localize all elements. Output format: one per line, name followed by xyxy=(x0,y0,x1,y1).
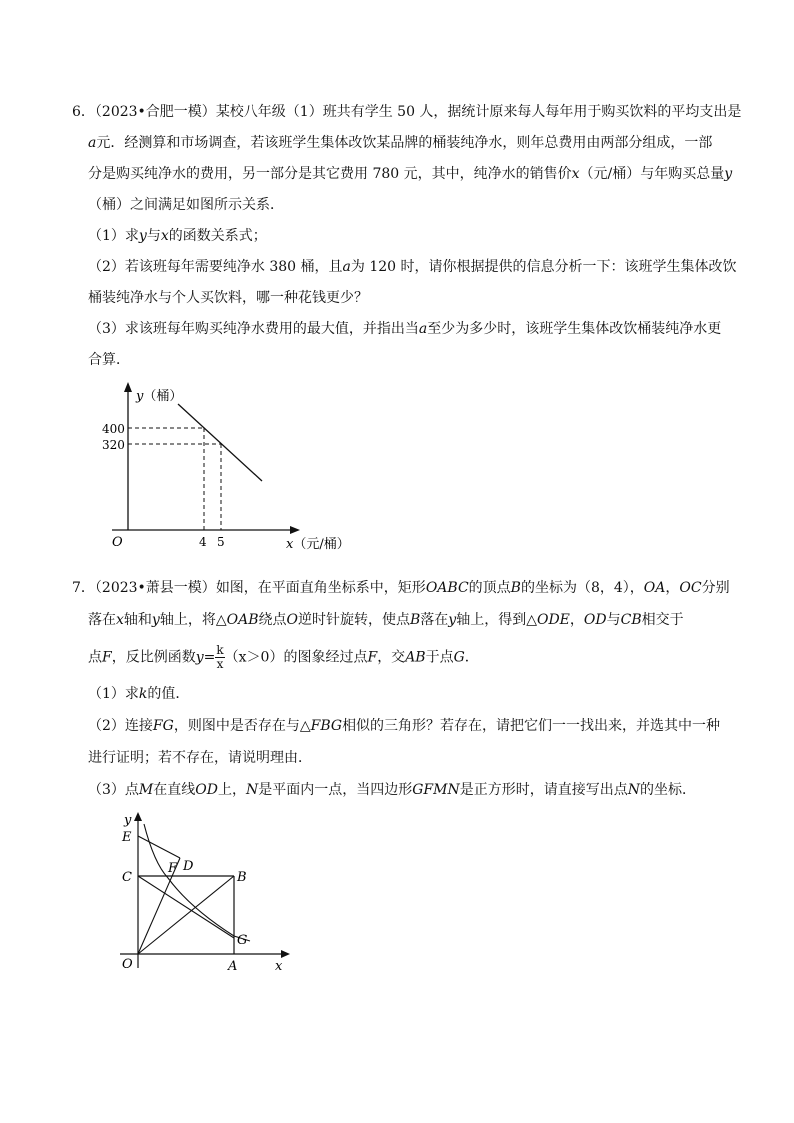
q7-figure xyxy=(110,808,300,978)
fraction-k-over-x xyxy=(215,644,224,671)
label-g: G xyxy=(453,649,465,666)
q7-t3b: ，反比例函数 xyxy=(111,649,196,666)
q7-part-1 xyxy=(88,684,189,704)
label-gfmn: GFMN xyxy=(412,782,460,798)
q7-p2-b: ，则图中是否存在与△ xyxy=(173,718,311,734)
q7-t2h: ， xyxy=(569,612,584,628)
label-oc: OC xyxy=(679,580,702,596)
q7-segment-ed xyxy=(138,836,180,858)
label-b: B xyxy=(510,580,521,596)
q7-t2b: 轴和 xyxy=(123,612,152,628)
label-ode: ODE xyxy=(536,612,570,628)
var-k: k xyxy=(138,686,148,702)
q6-line-2 xyxy=(88,133,712,153)
q6-part-1 xyxy=(88,226,267,246)
q6-part-3 xyxy=(88,319,721,339)
q7-t2d: 绕点 xyxy=(258,612,287,628)
q7-label-g: G xyxy=(237,933,248,948)
q7-t3c: （x＞0）的图象经过点 xyxy=(224,649,368,666)
q6-text-3b: （元/桶）与年购买总量 xyxy=(579,166,725,182)
label-o: O xyxy=(286,612,298,628)
q7-t3f: ． xyxy=(464,649,479,666)
q7-p3-c: 上， xyxy=(217,782,246,798)
q7-t1c: 的坐标为（8，4）， xyxy=(520,580,644,596)
var-a: a xyxy=(418,321,428,337)
q6-origin: O xyxy=(112,535,123,550)
q7-label-e: E xyxy=(122,830,132,845)
q7-t1a: 如图，在平面直角坐标系中，矩形 xyxy=(215,580,426,596)
q7-p2-a: （2）连接 xyxy=(88,718,153,734)
var-a: a xyxy=(88,135,97,151)
q7-number: 7． xyxy=(72,580,95,596)
label-oa: OA xyxy=(643,580,666,596)
q7-t2e: 逆时针旋转，使点 xyxy=(297,612,410,628)
q7-t2a: 落在 xyxy=(88,612,116,628)
q7-label-a: A xyxy=(228,959,238,974)
q7-part-3 xyxy=(88,780,696,800)
var-x: x xyxy=(571,166,580,182)
label-od: OD xyxy=(583,612,607,628)
var-y: y xyxy=(448,612,457,628)
q7-p3-f: 的坐标． xyxy=(639,782,696,798)
q6-part-3-cont xyxy=(88,350,130,370)
q7-part-2 xyxy=(88,716,720,736)
label-n: N xyxy=(627,782,640,798)
label-ab: AB xyxy=(405,649,426,666)
label-od: OD xyxy=(195,782,218,798)
q7-y-arrow xyxy=(134,812,142,821)
q6-ytick-320: 320 xyxy=(102,438,125,452)
q6-number: 6． xyxy=(72,104,95,120)
q7-p3-b: 在直线 xyxy=(153,782,196,798)
q7-label-c: C xyxy=(122,870,132,885)
q6-x-arrow xyxy=(290,526,300,534)
q6-ytick-400: 400 xyxy=(102,422,125,436)
var-a: a xyxy=(342,259,351,275)
var-x: x xyxy=(160,228,169,244)
q6-p3-c: 合算． xyxy=(88,352,130,368)
q7-segment-cg xyxy=(138,876,234,938)
q7-label-o: O xyxy=(122,957,133,972)
label-f: F xyxy=(367,649,378,666)
q7-t1b: 的顶点 xyxy=(468,580,511,596)
q6-p3-a: （3）求该班每年购买纯净水费用的最大值，并指出当 xyxy=(88,321,419,337)
q7-t2g: 轴上，得到△ xyxy=(456,612,537,628)
q7-p3-e: 是正方形时，请直接写出点 xyxy=(459,782,628,798)
q7-p2-d: 进行证明；若不存在，请说明理由． xyxy=(88,750,312,766)
label-fbg: FBG xyxy=(310,718,343,734)
var-y: y xyxy=(195,649,204,666)
q6-line-3 xyxy=(88,164,732,184)
q7-t2j: 相交于 xyxy=(641,612,684,628)
q6-p1-c: 的函数关系式； xyxy=(168,228,267,244)
label-f: F xyxy=(102,649,112,666)
q7-source: （2023•萧县一模） xyxy=(94,580,216,596)
q6-text-1: 某校八年级（1）班共有学生 50 人，据统计原来每人每年用于购买饮料的平均支出是 xyxy=(215,104,742,120)
q6-y-label: y（桶） xyxy=(136,389,183,404)
q7-line-2 xyxy=(88,610,684,630)
q7-label-x: x xyxy=(275,959,283,974)
q6-x-label: x（元/桶） xyxy=(286,537,350,552)
q7-x-arrow xyxy=(281,950,290,958)
q6-p3-b: 至少为多少时，该班学生集体改饮桶装纯净水更 xyxy=(427,321,722,337)
q6-p2-b: 为 120 时，请你根据提供的信息分析一下：该班学生集体改饮 xyxy=(350,259,737,275)
q7-t3a: 点 xyxy=(88,649,102,666)
q6-text-4: （桶）之间满足如图所示关系． xyxy=(88,197,284,213)
q7-line-3 xyxy=(88,644,479,671)
q6-text-2: 元．经测算和市场调查，若该班学生集体改饮某品牌的桶装纯净水，则年总费用由两部分组成，一部 xyxy=(96,135,713,151)
q6-source: （2023•合肥一模） xyxy=(94,104,216,120)
q6-text-3a: 分是购买纯净水的费用，另一部分是其它费用 780 元，其中，纯净水的销售价 xyxy=(88,166,572,182)
q6-line-4 xyxy=(88,195,284,215)
q6-part-2-cont xyxy=(88,288,368,308)
var-y: y xyxy=(138,228,147,244)
q7-t1e: 分别 xyxy=(701,580,730,596)
q7-p1-a: （1）求 xyxy=(88,686,139,702)
q7-p2-c: 相似的三角形？若存在，请把它们一一找出来，并选其中一种 xyxy=(342,718,721,734)
q7-segment-ob xyxy=(138,876,234,954)
q7-p3-a: （3）点 xyxy=(88,782,139,798)
q7-t3d: ，交 xyxy=(377,649,406,666)
q7-t2f: 落在 xyxy=(420,612,449,628)
var-y: y xyxy=(724,166,733,182)
label-fg: FG xyxy=(152,718,174,734)
q6-p2-a: （2）若该班每年需要纯净水 380 桶，且 xyxy=(88,259,343,275)
label-cb: CB xyxy=(620,612,642,628)
q7-line-1 xyxy=(72,578,730,598)
q6-line-1 xyxy=(72,102,741,122)
q7-t2c: 轴上，将△ xyxy=(159,612,227,628)
q7-t1d: ， xyxy=(665,580,680,596)
label-b: B xyxy=(409,612,421,628)
q6-p1-a: （1）求 xyxy=(88,228,139,244)
q7-label-f: F xyxy=(168,861,178,876)
label-m: M xyxy=(138,782,154,798)
q7-label-y: y xyxy=(124,813,132,828)
q7-p1-b: 的值． xyxy=(147,686,190,702)
q6-function-line xyxy=(178,404,262,481)
q7-label-d: D xyxy=(183,859,194,874)
equals-sign: = xyxy=(203,649,216,666)
q6-xtick-5: 5 xyxy=(217,535,225,549)
label-oab: OAB xyxy=(226,612,259,628)
frac-num: k xyxy=(216,643,224,657)
q6-graph xyxy=(90,378,370,558)
q7-t3e: 于点 xyxy=(425,649,454,666)
label-oabc: OABC xyxy=(425,580,469,596)
var-y: y xyxy=(151,612,160,628)
q7-t2i: 与 xyxy=(606,612,621,628)
q6-xtick-4: 4 xyxy=(199,535,207,549)
var-x: x xyxy=(116,612,124,628)
q6-p1-b: 与 xyxy=(146,228,161,244)
frac-den: x xyxy=(216,657,224,671)
q7-label-b: B xyxy=(237,870,247,885)
label-n: N xyxy=(245,782,259,798)
q6-p2-c: 桶装纯净水与个人买饮料，哪一种花钱更少？ xyxy=(88,290,368,306)
q6-y-arrow xyxy=(124,382,132,392)
q7-p3-d: 是平面内一点，当四边形 xyxy=(258,782,413,798)
q6-part-2 xyxy=(88,257,737,277)
q7-part-2-cont xyxy=(88,748,312,768)
